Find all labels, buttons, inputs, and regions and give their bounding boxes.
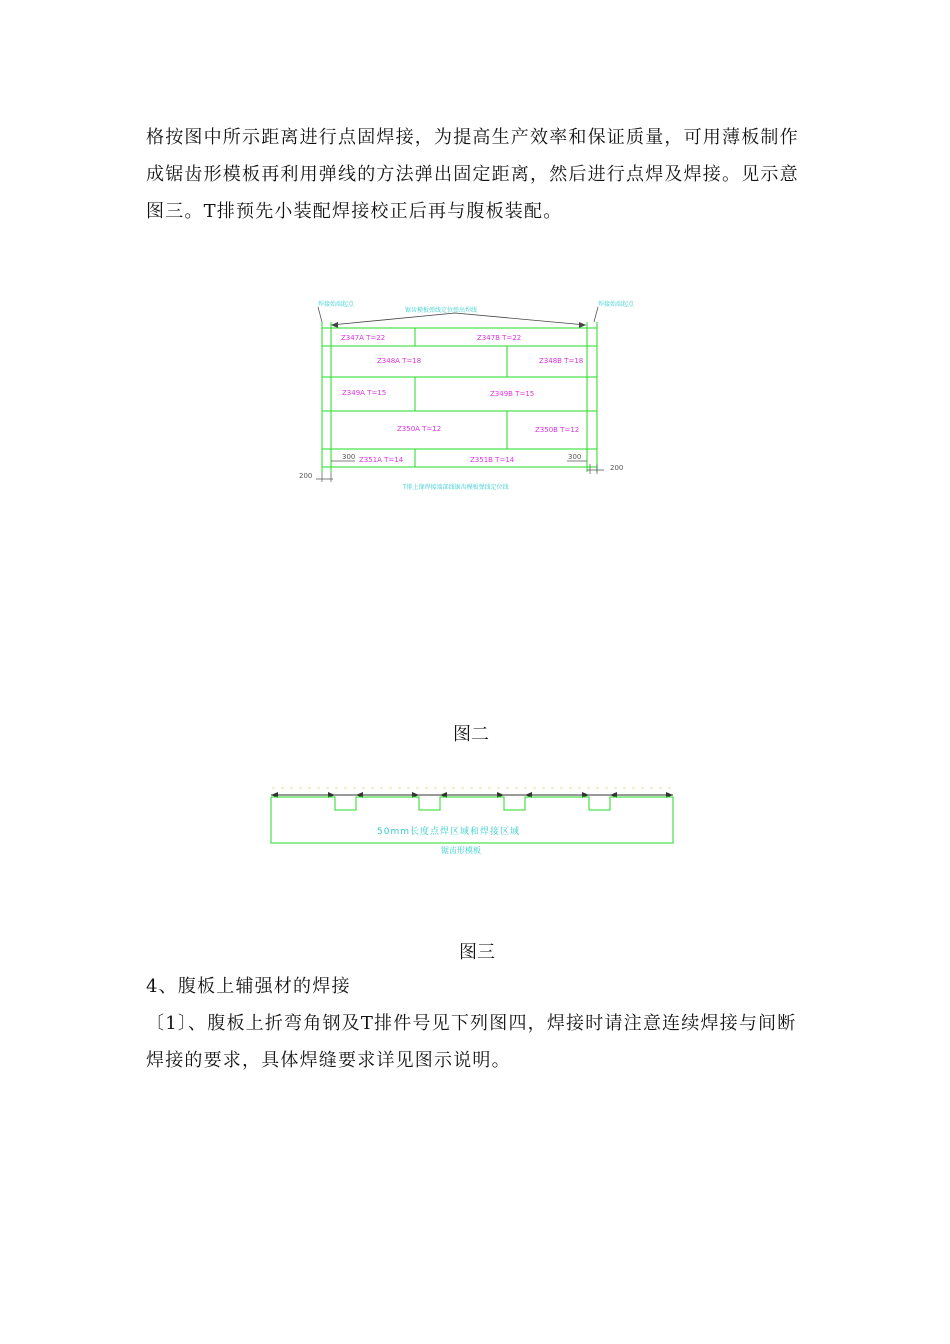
dim-200-left: 200: [299, 472, 313, 480]
fig2-bottom-note: T排上缘焊接端部线锯齿模板弹线定位线: [403, 484, 509, 491]
section-heading: 4、腹板上辅强材的焊接: [146, 976, 351, 997]
dim-300-right: 300: [568, 453, 582, 461]
figure-2-caption: 图二: [453, 724, 489, 745]
plate-label: Z347B T=22: [477, 334, 522, 342]
fig3-label-main: 50mm长度点焊区域和焊接区域: [377, 827, 520, 837]
plate-label: Z350B T=12: [535, 426, 580, 434]
fig2-top-left-note: 焊接始端起点: [318, 301, 355, 308]
figure-3-caption: 图三: [459, 942, 495, 963]
plate-label: Z348A T=18: [377, 357, 422, 365]
dim-300-left: 300: [342, 453, 356, 461]
plate-label: Z351B T=14: [470, 456, 515, 464]
paragraph-section-4: 〔1〕、腹板上折弯角钢及T排件号见下列图四，焊接时请注意连续焊接与间断焊接的要求，具体焊缝要求详见图示说明。: [146, 1013, 797, 1071]
plate-label: Z351A T=14: [359, 456, 404, 464]
fig2-top-right-note: 焊接始端起点: [598, 301, 635, 308]
fig3-label-sub: 锯齿形模板: [441, 846, 481, 855]
plate-label: Z349A T=15: [342, 389, 387, 397]
plate-label: Z349B T=15: [490, 390, 535, 398]
plate-label: Z348B T=18: [539, 357, 584, 365]
plate-label: Z350A T=12: [397, 425, 442, 433]
dim-200-right: 200: [610, 464, 624, 472]
plate-label: Z347A T=22: [341, 334, 386, 342]
paragraph-intro: 格按图中所示距离进行点固焊接，为提高生产效率和保证质量，可用薄板制作成锯齿形模板再利用弹线的方法弹出固定距离，然后进行点焊及焊接。见示意图三。T排预先小装配焊接校正后再与腹板装配。: [146, 127, 799, 222]
fig2-top-center-note: 锯齿模板弹线定位弹出焊线: [405, 307, 478, 314]
